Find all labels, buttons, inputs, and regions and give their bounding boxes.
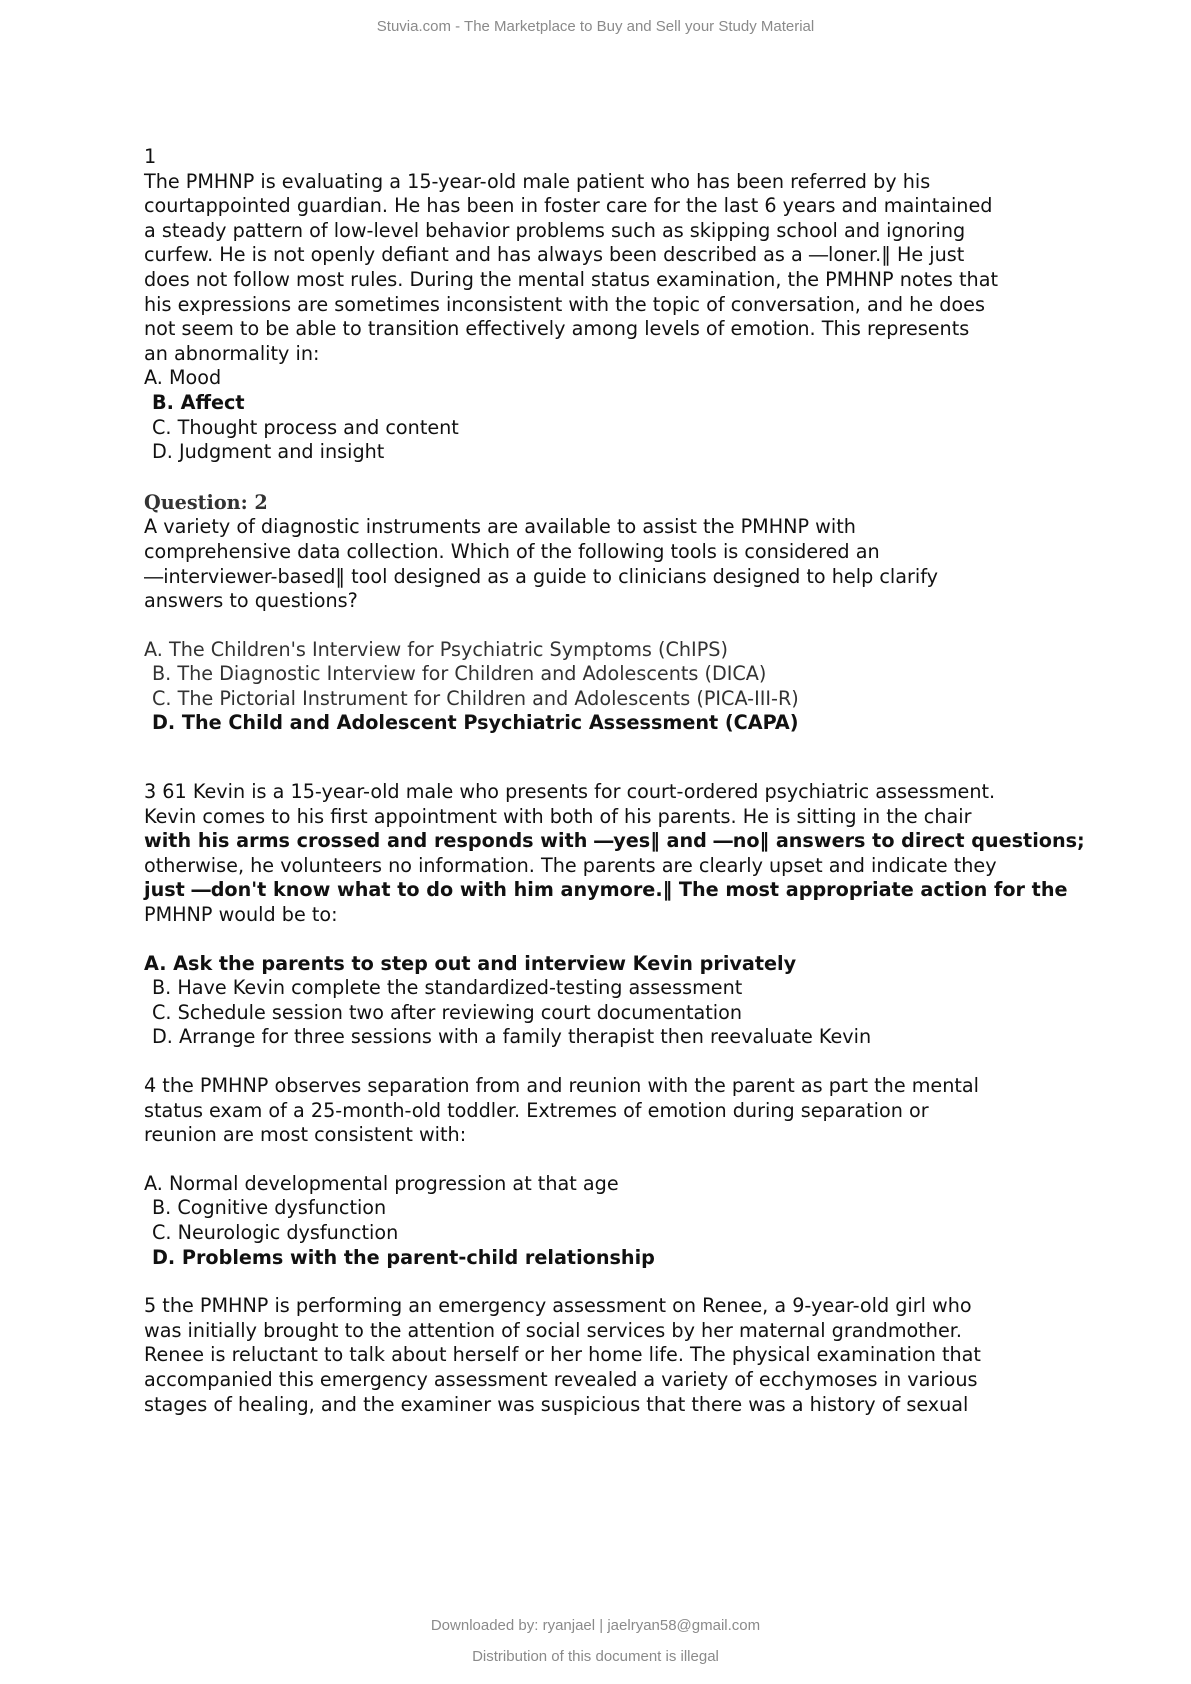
question-stem-line: otherwise, he volunteers no information. The parents are clearly upset and indicate they [144,853,997,877]
question-stem-line: 5 the PMHNP is performing an emergency assessment on Renee, a 9-year-old girl who [144,1294,972,1318]
answer-option-correct: D. Problems with the parent-child relationship [152,1245,655,1269]
question-stem-line: reunion are most consistent with: [144,1123,467,1147]
question-stem-line: A variety of diagnostic instruments are available to assist the PMHNP with [144,515,856,539]
question-stem-line: 3 61 Kevin is a 15-year-old male who presents for court-ordered psychiatric assessment. [144,780,996,804]
question-stem-line: his expressions are sometimes inconsistent with the topic of conversation, and he does [144,292,985,316]
answer-option: A. The Children's Interview for Psychiatric Symptoms (ChIPS) [144,637,728,661]
answer-option: B. Have Kevin complete the standardized-testing assessment [152,976,743,1000]
question-stem-line: curfew. He is not openly defiant and has always been described as a ―loner.‖ He just [144,243,965,267]
question-stem-line: just ―don't know what to do with him anymore.‖ The most appropriate action for the [144,878,1068,902]
answer-option: C. Thought process and content [152,415,459,439]
question-stem-line: status exam of a 25-month-old toddler. Extremes of emotion during separation or [144,1098,929,1122]
question-stem-line: an abnormality in: [144,341,320,365]
question-1 [144,145,1094,465]
question-4 [144,1074,1094,1270]
answer-option: A. Mood [144,366,222,390]
question-stem-line: ―interviewer-based‖ tool designed as a guide to clinicians designed to help clarify [144,564,938,588]
question-3 [144,780,1094,1050]
question-stem-line: comprehensive data collection. Which of the following tools is considered an [144,539,880,563]
answer-option: D. Arrange for three sessions with a family therapist then reevaluate Kevin [152,1025,872,1049]
question-2 [144,491,1094,736]
answer-option-correct: A. Ask the parents to step out and interview Kevin privately [144,951,797,975]
distribution-notice: Distribution of this document is illegal [472,1648,719,1665]
answer-option: B. The Diagnostic Interview for Children and Adolescents (DICA) [152,662,767,686]
question-number: 1 [144,145,157,168]
question-stem-line: The PMHNP is evaluating a 15-year-old male patient who has been referred by his [144,169,931,193]
answer-option: D. Judgment and insight [152,440,385,464]
question-stem-line: a steady pattern of low-level behavior problems such as skipping school and ignoring [144,218,966,242]
question-stem-line: courtappointed guardian. He has been in foster care for the last 6 years and maintained [144,194,993,218]
answer-option: C. Neurologic dysfunction [152,1220,399,1244]
document-body [144,145,1094,1417]
download-info: Downloaded by: ryanjael | jaelryan58@gmail.com [430,1617,761,1634]
answer-option: A. Normal developmental progression at that age [144,1171,619,1195]
question-label: Question: 2 [144,490,268,514]
answer-option-correct: D. The Child and Adolescent Psychiatric Assessment (CAPA) [152,711,799,735]
site-banner: Stuvia.com - The Marketplace to Buy and Sell your Study Material [376,18,815,35]
question-stem-line: stages of healing, and the examiner was suspicious that there was a history of sexual [144,1392,969,1416]
question-stem-line: answers to questions? [144,589,358,613]
question-5 [144,1294,1094,1417]
question-stem-line: with his arms crossed and responds with ―yes‖ and ―no‖ answers to direct questions; [144,829,1085,853]
question-stem-line: PMHNP would be to: [144,903,338,927]
answer-option: C. The Pictorial Instrument for Children and Adolescents (PICA-III-R) [152,686,799,710]
question-stem-line: does not follow most rules. During the mental status examination, the PMHNP notes that [144,267,998,291]
question-stem-line: Kevin comes to his first appointment with both of his parents. He is sitting in the chair [144,804,972,828]
question-stem-line: was initially brought to the attention of social services by her maternal grandmother. [144,1318,962,1342]
answer-option: C. Schedule session two after reviewing court documentation [152,1000,743,1024]
answer-option-correct: B. Affect [152,390,245,414]
question-stem-line: Renee is reluctant to talk about herself or her home life. The physical examination that [144,1343,981,1367]
answer-option: B. Cognitive dysfunction [152,1196,387,1220]
question-stem-line: 4 the PMHNP observes separation from and reunion with the parent as part the mental [144,1074,979,1097]
question-stem-line: accompanied this emergency assessment revealed a variety of ecchymoses in various [144,1367,978,1391]
question-stem-line: not seem to be able to transition effectively among levels of emotion. This represents [144,317,970,341]
